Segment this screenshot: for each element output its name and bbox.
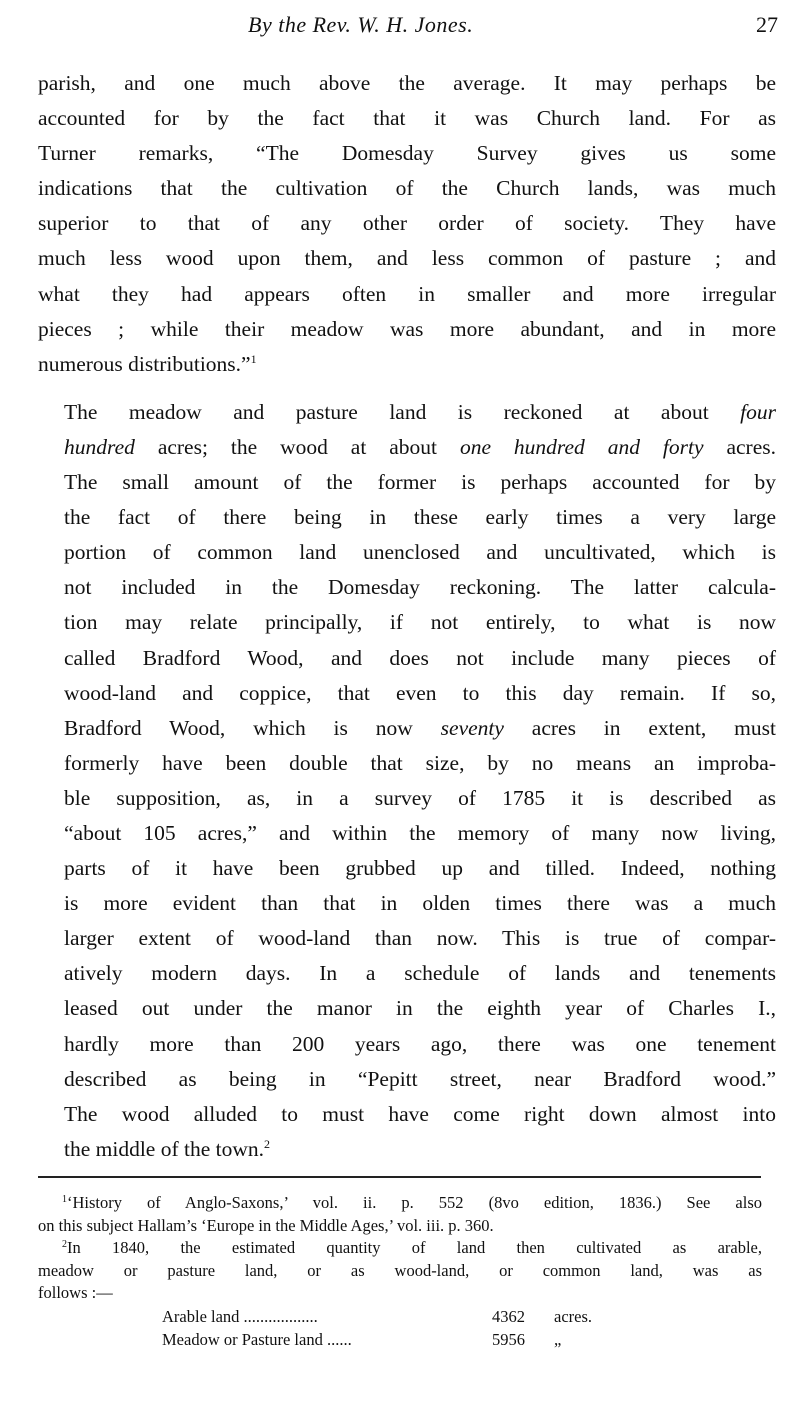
- footnote-line: [38, 1192, 762, 1215]
- text-run: Bradford Wood, which is now: [64, 715, 441, 740]
- text-run: called Bradford Wood, and does not include many pieces of: [64, 645, 776, 670]
- text-run: the middle of the town.: [64, 1136, 265, 1161]
- text-run: on this subject Hallam’s ‘Europe in the Middle Ages,’ vol. iii. p. 360.: [38, 1215, 494, 1235]
- text-line: [38, 570, 776, 605]
- text-run: described as being in “Pepitt street, near Bradford wood.”: [64, 1066, 776, 1091]
- footnote-line: [38, 1237, 762, 1260]
- text-line: [38, 605, 776, 640]
- text-run: ble supposition, as, in a survey of 1785 it is described as: [64, 785, 776, 810]
- text-line: [38, 746, 776, 781]
- text-run: hardly more than 200 years ago, there was one tenement: [64, 1031, 776, 1056]
- running-head: [38, 12, 778, 42]
- italic-text: four: [740, 399, 776, 424]
- text-run: acres in extent, must: [503, 715, 776, 740]
- land-value: 5956: [492, 1329, 525, 1349]
- text-run: atively modern days. In a schedule of lands and tenements: [64, 961, 776, 986]
- text-line: [38, 395, 776, 430]
- italic-text: hundred: [64, 434, 135, 459]
- text-run: The small amount of the former is perhaps accounted for by: [64, 470, 776, 495]
- text-line: [38, 1097, 776, 1132]
- text-line: [38, 500, 776, 535]
- text-line: [38, 956, 776, 991]
- land-value: 4362: [492, 1306, 525, 1326]
- land-table: [162, 1306, 762, 1352]
- text-run: larger extent of wood-land than now. This is true of compar-: [64, 926, 776, 951]
- footnote-line: [38, 1282, 762, 1305]
- text-line: [38, 347, 776, 382]
- text-run: meadow or pasture land, or as wood-land, or common land, was as: [38, 1260, 762, 1280]
- text-line: [38, 430, 776, 465]
- text-line: [38, 991, 776, 1026]
- paragraph: [38, 66, 776, 382]
- land-unit: „: [554, 1329, 562, 1349]
- text-run: superior to that of any other order of society. They have: [38, 211, 776, 236]
- footnote: [38, 1237, 762, 1305]
- text-line: [38, 312, 776, 347]
- text-run: formerly have been double that size, by no means an improba-: [64, 750, 776, 775]
- text-run: portion of common land unenclosed and uncultivated, which is: [64, 540, 776, 565]
- text-run: follows :—: [38, 1283, 113, 1302]
- text-run: pieces ; while their meadow was more abundant, and in more: [38, 316, 776, 341]
- land-unit: acres.: [554, 1306, 593, 1326]
- text-run: The meadow and pasture land is reckoned at about: [64, 399, 741, 424]
- text-line: [38, 1062, 776, 1097]
- text-line: [38, 136, 776, 171]
- text-run: is more evident than that in olden times there was a much: [64, 891, 776, 916]
- text-line: [38, 851, 776, 886]
- text-run: wood-land and coppice, that even to this day remain. If so,: [64, 680, 776, 705]
- text-run: tion may relate principally, if not entirely, to what is now: [64, 610, 776, 635]
- text-run: what they had appears often in smaller and more irregular: [38, 281, 776, 306]
- text-run: indications that the cultivation of the Church lands, was much: [38, 176, 776, 201]
- text-run: accounted for by the fact that it was Church land. For as: [38, 106, 776, 131]
- text-line: [38, 641, 776, 676]
- italic-text: seventy: [440, 715, 504, 740]
- body-text: [38, 66, 776, 1167]
- text-line: [38, 816, 776, 851]
- text-line: [38, 206, 776, 241]
- footnote-reference: 1: [250, 351, 257, 366]
- text-line: [38, 465, 776, 500]
- running-head-title: By the Rev. W. H. Jones.: [248, 12, 474, 37]
- footnote-line: [38, 1215, 762, 1238]
- footnote-reference: 2: [264, 1136, 271, 1151]
- footnotes: [38, 1192, 762, 1352]
- footnote-marker: 2: [62, 1239, 67, 1250]
- italic-text: one hundred and forty: [459, 434, 704, 459]
- text-run: not included in the Domesday reckoning. The latter calcula-: [64, 575, 776, 600]
- page-number: 27: [756, 12, 778, 37]
- text-run: acres; the wood at about: [134, 434, 460, 459]
- text-line: [38, 1132, 776, 1167]
- text-run: much less wood upon them, and less common of pasture ; and: [38, 246, 776, 271]
- land-row: [162, 1329, 762, 1352]
- text-run: leased out under the manor in the eighth year of Charles I.,: [64, 996, 776, 1021]
- text-line: [38, 241, 776, 276]
- footnote-marker: 1: [62, 1194, 67, 1205]
- land-label: Meadow or Pasture land ......: [162, 1329, 352, 1349]
- text-run: Turner remarks, “The Domesday Survey gives us some: [38, 141, 776, 166]
- text-run: ‘History of Anglo-Saxons,’ vol. ii. p. 552 (8vo edition, 1836.) See also: [67, 1193, 762, 1212]
- footnote: [38, 1192, 762, 1237]
- land-label: Arable land ..................: [162, 1306, 318, 1326]
- text-run: “about 105 acres,” and within the memory of many now living,: [64, 820, 776, 845]
- text-line: [38, 66, 776, 101]
- text-run: the fact of there being in these early times a very large: [64, 505, 776, 530]
- text-line: [38, 1027, 776, 1062]
- text-line: [38, 781, 776, 816]
- text-line: [38, 886, 776, 921]
- text-run: parish, and one much above the average. It may perhaps be: [38, 71, 776, 95]
- text-line: [38, 921, 776, 956]
- text-run: acres.: [703, 434, 776, 459]
- footnote-line: [38, 1260, 762, 1283]
- text-line: [38, 676, 776, 711]
- text-run: In 1840, the estimated quantity of land then cultivated as arable,: [67, 1238, 762, 1257]
- text-run: The wood alluded to must have come right down almost into: [64, 1101, 776, 1126]
- text-line: [38, 535, 776, 570]
- land-row: [162, 1306, 762, 1329]
- paragraph: [38, 395, 776, 1167]
- text-run: numerous distributions.”: [38, 351, 251, 376]
- text-run: parts of it have been grubbed up and tilled. Indeed, nothing: [64, 856, 776, 881]
- text-line: [38, 711, 776, 746]
- footnote-rule: [38, 1176, 761, 1178]
- text-line: [38, 101, 776, 136]
- text-line: [38, 171, 776, 206]
- text-line: [38, 277, 776, 312]
